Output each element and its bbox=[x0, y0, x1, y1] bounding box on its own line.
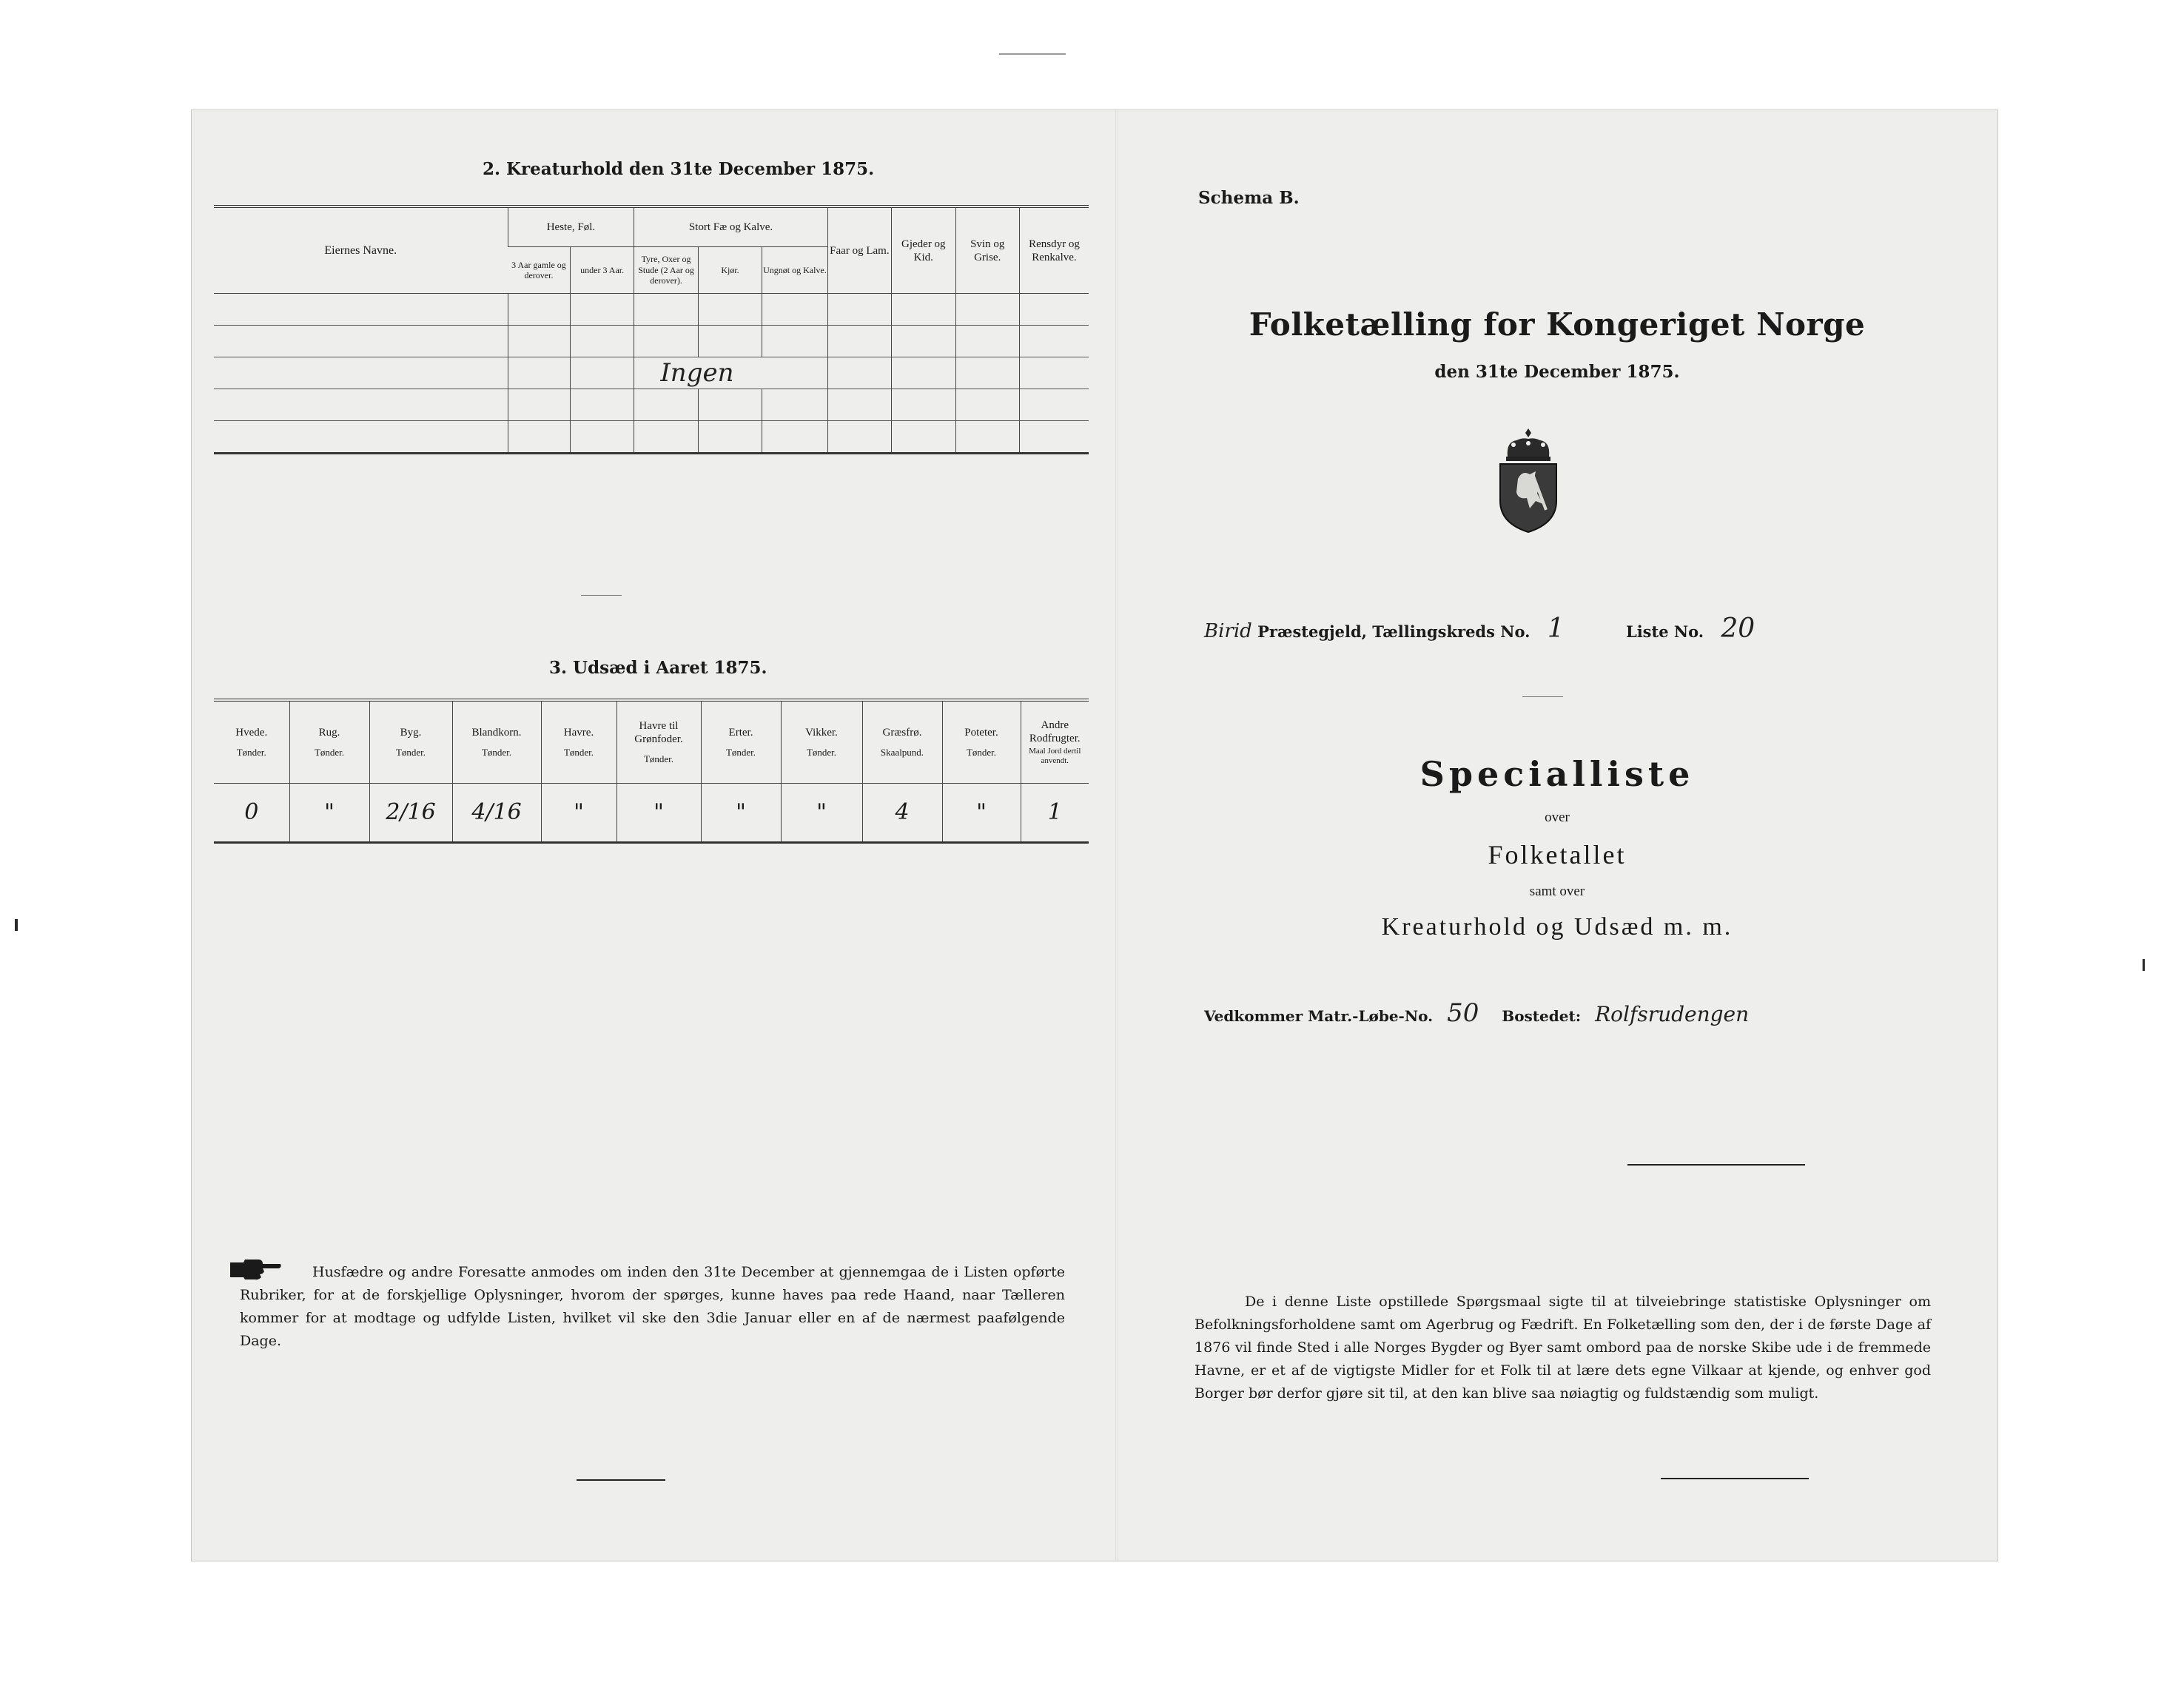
seed-column-unit: Maal Jord dertil anvendt. bbox=[1029, 746, 1081, 765]
seed-column-name: Poteter. bbox=[964, 727, 998, 739]
seed-column-header bbox=[942, 700, 1021, 784]
faar-header: Faar og Lam. bbox=[827, 206, 891, 294]
seed-value-cell: " bbox=[781, 784, 862, 843]
matr-value: 50 bbox=[1447, 998, 1479, 1028]
heste-young-header: under 3 Aar. bbox=[570, 247, 634, 294]
location-line bbox=[1204, 613, 1767, 644]
seed-column-unit: Tønder. bbox=[643, 753, 674, 765]
gjeder-header: Gjeder og Kid. bbox=[892, 206, 955, 294]
seed-column-name: Andre Rodfrugter. bbox=[1029, 719, 1081, 744]
edge-mark bbox=[999, 53, 1066, 55]
liste-value: 20 bbox=[1721, 613, 1755, 644]
right-page bbox=[1117, 110, 1997, 1561]
seed-column-unit: Tønder. bbox=[725, 747, 756, 759]
livestock-table bbox=[214, 205, 1089, 454]
table-row bbox=[214, 326, 1089, 357]
seed-value-cell: " bbox=[289, 784, 369, 843]
seed-column-name: Græsfrø. bbox=[882, 727, 922, 739]
seed-column-name: Vikker. bbox=[805, 727, 838, 739]
seed-column-name: Hvede. bbox=[235, 727, 268, 739]
svin-header: Svin og Grise. bbox=[955, 206, 1019, 294]
seed-column-header bbox=[701, 700, 781, 784]
folketallet-text: Folketallet bbox=[1488, 840, 1627, 870]
seed-value-cell: " bbox=[541, 784, 616, 843]
schema-label: Schema B. bbox=[1198, 188, 1300, 208]
census-date: den 31te December 1875. bbox=[1434, 362, 1680, 382]
seed-column-header bbox=[214, 700, 289, 784]
seed-value-cell: " bbox=[942, 784, 1021, 843]
seed-value-cell: 2/16 bbox=[369, 784, 452, 843]
seed-column-unit: Skaalpund. bbox=[880, 747, 924, 759]
seed-column-header bbox=[452, 700, 541, 784]
seed-column-name: Rug. bbox=[318, 727, 340, 739]
specialliste-heading: Specialliste bbox=[1419, 754, 1695, 794]
seed-column-header bbox=[862, 700, 942, 784]
instructions-note bbox=[240, 1261, 1065, 1353]
seed-value-cell: 0 bbox=[214, 784, 289, 843]
seed-column-unit: Tønder. bbox=[314, 747, 345, 759]
edge-mark bbox=[15, 919, 18, 931]
liste-label: Liste No. bbox=[1625, 622, 1704, 641]
heste-header: Heste, Føl. bbox=[508, 206, 634, 247]
main-title: Folketælling for Kongeriget Norge bbox=[1249, 306, 1866, 343]
matrikkel-line bbox=[1204, 998, 1767, 1028]
seed-title: 3. Udsæd i Aaret 1875. bbox=[549, 658, 767, 678]
seed-column-unit: Tønder. bbox=[806, 747, 837, 759]
info-paragraph bbox=[1195, 1291, 1931, 1405]
note-text: Husfædre og andre Foresatte anmodes om inden den 31te December at gjennemgaa de i Listen opførte Rubriker, for at de forskjellige Oplysninger, hvorom der spørges, kunne haves paa rede Haand, naar Tælleren kommer for at modtage og udfylde Listen, hvilket vil ske den 3die Januar eller en af de nærmest paafølgende Dage. bbox=[240, 1264, 1065, 1349]
seed-column-header bbox=[781, 700, 862, 784]
ungnot-header: Ungnøt og Kalve. bbox=[762, 247, 827, 294]
seed-column-name: Havre. bbox=[563, 727, 594, 739]
divider bbox=[1522, 696, 1563, 697]
seed-column-unit: Tønder. bbox=[236, 747, 266, 759]
seed-column-header bbox=[369, 700, 452, 784]
table-row bbox=[214, 294, 1089, 326]
heste-old-header: 3 Aar gamle og derover. bbox=[508, 247, 570, 294]
divider bbox=[1661, 1478, 1809, 1479]
seed-value-cell: " bbox=[701, 784, 781, 843]
seed-column-name: Erter. bbox=[728, 727, 753, 739]
livestock-title: 2. Kreaturhold den 31te December 1875. bbox=[483, 159, 875, 179]
seed-value-cell: " bbox=[616, 784, 701, 843]
seed-column-unit: Tønder. bbox=[395, 747, 426, 759]
edge-mark bbox=[2143, 959, 2145, 971]
bosted-value: Rolfsrudengen bbox=[1595, 1002, 1750, 1026]
tyre-header: Tyre, Oxer og Stude (2 Aar og derover). bbox=[634, 247, 698, 294]
prestegjeld-label: Præstegjeld, bbox=[1257, 622, 1367, 641]
seed-column-name: Byg. bbox=[400, 727, 422, 739]
divider bbox=[1627, 1164, 1805, 1166]
seed-column-unit: Tønder. bbox=[966, 747, 997, 759]
divider bbox=[577, 1479, 665, 1481]
divider bbox=[581, 595, 622, 596]
seed-column-header bbox=[1021, 700, 1089, 784]
seed-table bbox=[214, 699, 1089, 844]
handwritten-ingen: Ingen bbox=[634, 357, 827, 389]
document-sheet bbox=[191, 110, 1998, 1561]
left-page bbox=[192, 110, 1117, 1561]
bosted-label: Bostedet: bbox=[1502, 1007, 1582, 1025]
rensdyr-header: Rensdyr og Renkalve. bbox=[1019, 206, 1089, 294]
stort-fae-header: Stort Fæ og Kalve. bbox=[634, 206, 827, 247]
seed-column-header bbox=[616, 700, 701, 784]
seed-column-unit: Tønder. bbox=[563, 747, 594, 759]
kreds-label: Tællingskreds No. bbox=[1372, 622, 1531, 641]
norwegian-coat-of-arms-icon bbox=[1491, 427, 1565, 534]
info-text: De i denne Liste opstillede Spørgsmaal sigte til at tilveiebringe statistiske Oplysninger om Befolkningsforholdene samt om Agerbrug og Fædrift. En Folketælling som den, der i de første Dage af 1876 vil finde Sted i alle Norges Bygder og Byer samt ombord paa de norske Skibe ude i de fremmede Havne, er et af de vigtigste Midler for et Folk til at lære dets egne Vilkaar at kjende, og enhver god Borger bør derfor gjøre sit til, at den kan blive saa nøiagtig og fuldstændig som muligt. bbox=[1195, 1294, 1931, 1402]
prestegjeld-value: Birid bbox=[1204, 620, 1252, 642]
owner-column-header: Eiernes Navne. bbox=[214, 206, 508, 294]
seed-column-name: Blandkorn. bbox=[471, 727, 522, 739]
seed-column-unit: Tønder. bbox=[481, 747, 512, 759]
matr-label: Vedkommer Matr.-Løbe-No. bbox=[1204, 1007, 1434, 1025]
table-row bbox=[214, 389, 1089, 421]
kreds-value: 1 bbox=[1547, 613, 1565, 644]
table-row bbox=[214, 784, 1089, 843]
over-text: over bbox=[1545, 810, 1570, 825]
seed-value-cell: 4 bbox=[862, 784, 942, 843]
table-row bbox=[214, 357, 1089, 389]
seed-value-cell: 1 bbox=[1021, 784, 1089, 843]
seed-column-header bbox=[541, 700, 616, 784]
samt-over-text: samt over bbox=[1529, 884, 1585, 899]
kjor-header: Kjør. bbox=[698, 247, 762, 294]
seed-value-cell: 4/16 bbox=[452, 784, 541, 843]
table-row bbox=[214, 421, 1089, 454]
seed-column-header bbox=[289, 700, 369, 784]
seed-column-name: Havre til Grønfoder. bbox=[634, 720, 683, 746]
kreaturhold-text: Kreaturhold og Udsæd m. m. bbox=[1381, 913, 1733, 941]
